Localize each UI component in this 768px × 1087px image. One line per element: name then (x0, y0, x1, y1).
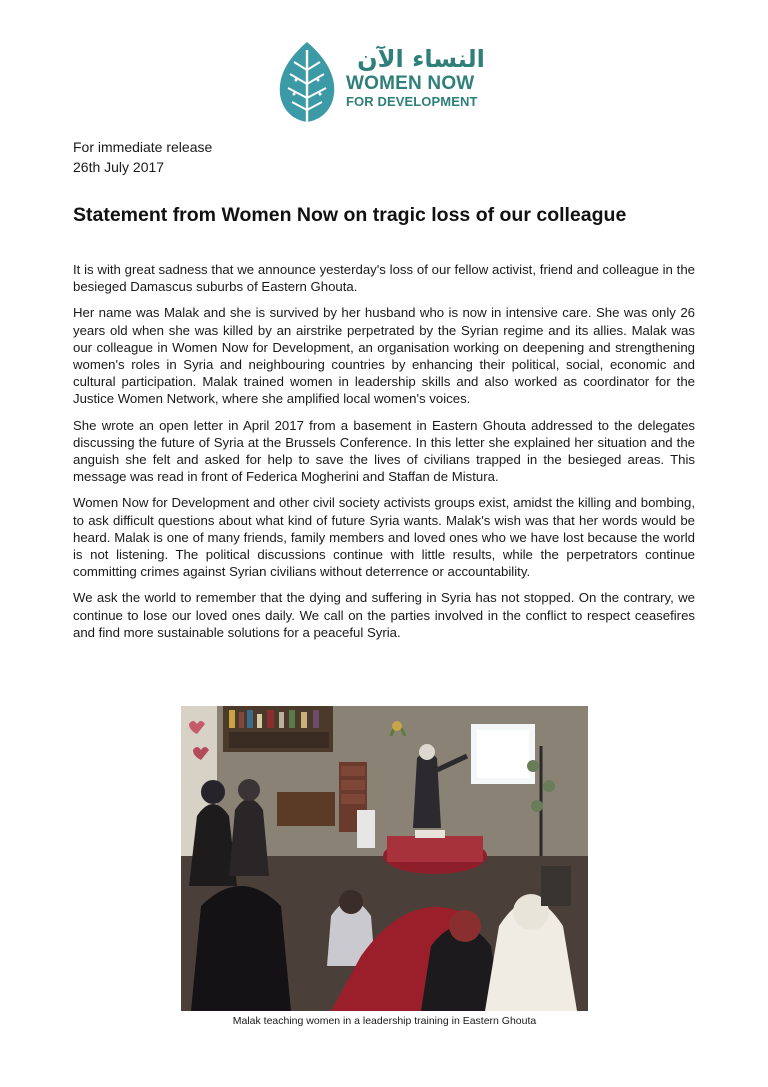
paragraph-3: She wrote an open letter in April 2017 from a basement in Eastern Ghouta addressed to the delegates discussing the future of Syria at the Brussels Conference. In this letter she explained her situation and the anguish she felt and asked for help to save the lives of civilians trapped in the besieged areas. This message was read in front of Federica Mogherini and Staffan de Mistura. (73, 417, 695, 485)
release-label: For immediate release (73, 139, 213, 155)
logo-wordmark (346, 44, 496, 110)
paragraph-5: We ask the world to remember that the dying and suffering in Syria has not stopped. On the contrary, we continue to lose our loved ones daily. We call on the parties involved in the conflict to respect ceasefires and find more sustainable solutions for a peaceful Syria. (73, 590, 695, 640)
paragraph-1: It is with great sadness that we announce yesterday's loss of our fellow activist, friend and colleague in the besieged Damascus suburbs of Eastern Ghouta. (73, 262, 695, 295)
training-photo (181, 706, 588, 1011)
statement-title: Statement from Women Now on tragic loss of our colleague (73, 204, 627, 226)
release-date: 26th July 2017 (73, 159, 165, 175)
logo-arabic-name: النساء الآن (357, 45, 485, 73)
paragraph-4: Women Now for Development and other civil society activists groups exist, amidst the killing and bombing, to ask difficult questions about what kind of future Syria wants. Malak's wish was that her words would be heard. Malak is one of many friends, family members and loved ones who we have lost because the world is not listening. The political discussions continue with little results, while the perpetrators continue committing crimes against Syrian civilians without deterrence or accountability. (73, 495, 695, 580)
logo-name-line1: WOMEN NOW (346, 73, 475, 94)
leaf-icon (276, 40, 338, 124)
training-photo-illustration (181, 706, 588, 1011)
photo-caption: Malak teaching women in a leadership training in Eastern Ghouta (232, 1015, 537, 1027)
statement-body (73, 261, 695, 650)
logo-name-line2: FOR DEVELOPMENT (346, 94, 478, 109)
paragraph-2: Her name was Malak and she is survived by her husband who is now in intensive care. She was only 26 years old when she was killed by an airstrike perpetrated by the Syrian regime and its allies. Malak was our colleague in Women Now for Development, an organisation working on deepening and strengthening women's roles in Syria and neighbouring countries by enhancing their political, social, economic and cultural participation. Malak trained women in leadership skills and also worked as coordinator for the Justice Women Network, where she amplified local women's voices. (73, 305, 695, 407)
organization-logo (276, 40, 496, 126)
release-meta (73, 137, 212, 177)
